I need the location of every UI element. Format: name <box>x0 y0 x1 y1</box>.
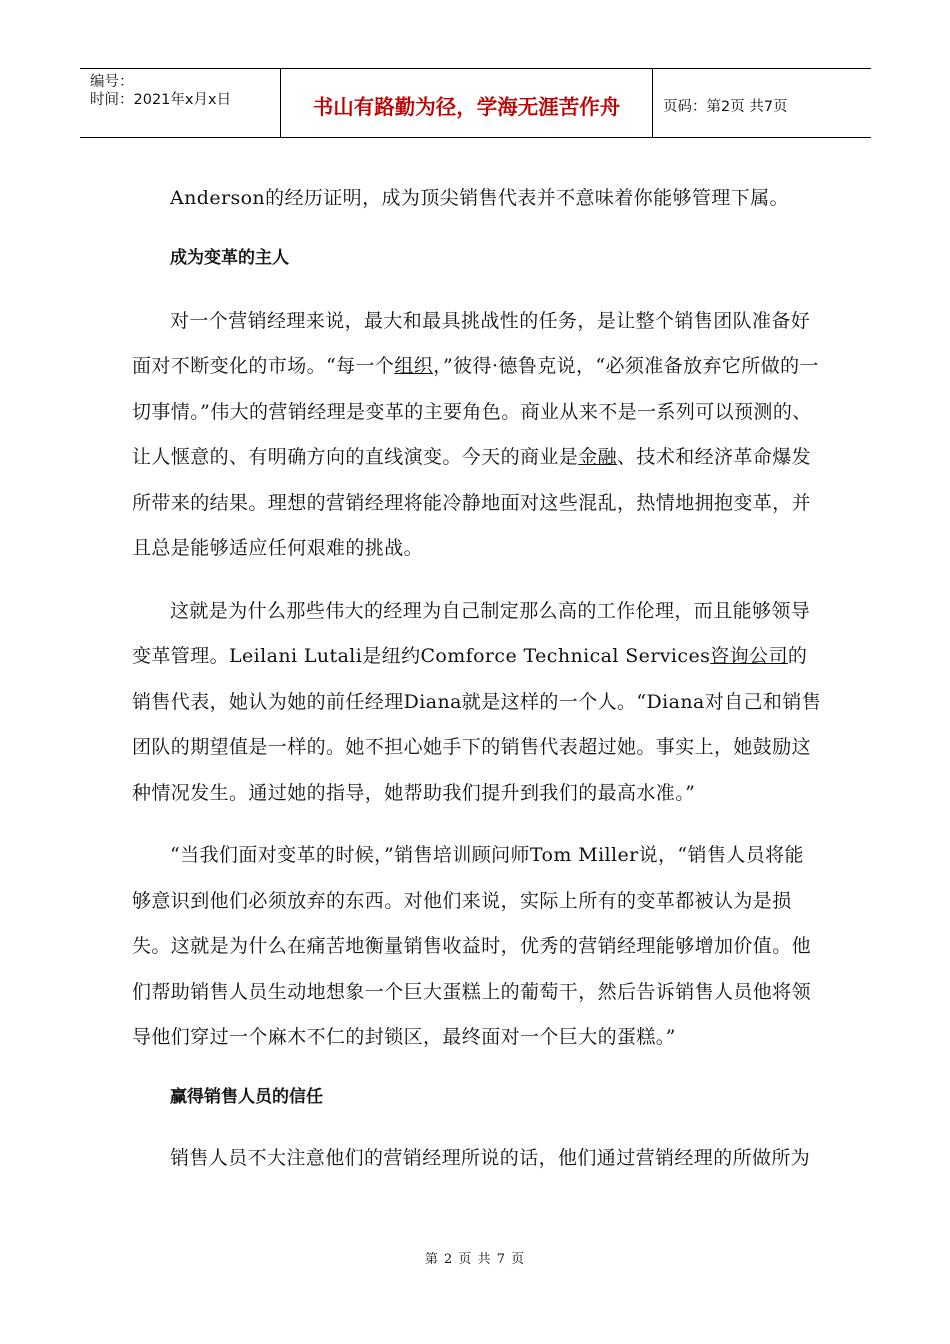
time-label: 时间：2021年x月x日 <box>90 92 232 108</box>
header-page-label: 页码：第2页 共7页 <box>663 98 788 115</box>
paragraph-5: 销售人员不大注意他们的营销经理所说的话，他们通过营销经理的所做所为 <box>170 1146 811 1169</box>
paragraph-3 <box>132 589 822 817</box>
link-organization[interactable]: 组织 <box>394 355 434 377</box>
link-finance[interactable]: 金融 <box>578 446 618 468</box>
paragraph-1: Anderson的经历证明，成为顶尖销售代表并不意味着你能够管理下属。 <box>170 187 789 209</box>
header-meta-cell <box>80 69 281 137</box>
paragraph-2 <box>132 299 822 572</box>
page-footer: 第 2 页 共 7 页 <box>424 1252 526 1267</box>
document-body <box>132 176 822 1181</box>
section-heading-change: 成为变革的主人 <box>170 247 289 268</box>
number-label: 编号： <box>90 74 134 90</box>
paragraph-4: “当我们面对变革的时候，”销售培训顾问师Tom Miller说，“销售人员将能够意识到他们必须放弃的东西。对他们来说，实际上所有的变革都被认为是损失。这就是为什么在痛苦地衡量销售收益时，优秀的营销经理能够增加价值。他们帮助销售人员生动地想象一个巨大蛋糕上的葡萄干，然后告诉销售人员他将领导他们穿过一个麻木不仁的封锁区，最终面对一个巨大的蛋糕。” <box>132 844 812 1048</box>
header-motto: 书山有路勤为径，学海无涯苦作舟 <box>281 69 653 137</box>
section-heading-trust: 赢得销售人员的信任 <box>170 1086 323 1107</box>
link-consulting-company[interactable]: 咨询公司 <box>710 645 788 667</box>
document-header <box>80 68 871 138</box>
paragraph-3-text-b: 的销售代表，她认为她的前任经理Diana就是这样的一个人。“Diana对自己和销售团队的期望值是一样的。她不担心她手下的销售代表超过她。事实上，她鼓励这种情况发生。通过她的指导，她帮助我们提升到我们的最高水准。” <box>132 645 822 804</box>
paragraph-2-text-c: 、技术和经济革命爆发所带来的结果。理想的营销经理将能冷静地面对这些混乱，热情地拥抱变革，并且总是能够适应任何艰难的挑战。 <box>132 446 812 559</box>
paragraph-3-text-a: 这就是为什么那些伟大的经理为自己制定那么高的工作伦理，而且能够领导变革管理。Leilani Lutali是纽约Comforce Technical Services <box>132 599 811 667</box>
paragraph-2-text-a: 对一个营销经理来说，最大和最具挑战性的任务，是让整个销售团队准备好面对不断变化的市场。“每一个 <box>132 309 811 377</box>
paragraph-2-text-b: ，”彼得·德鲁克说，“必须准备放弃它所做的一切事情。”伟大的营销经理是变革的主要角色。商业从来不是一系列可以预测的、让人惬意的、有明确方向的直线演变。今天的商业是 <box>132 355 819 468</box>
